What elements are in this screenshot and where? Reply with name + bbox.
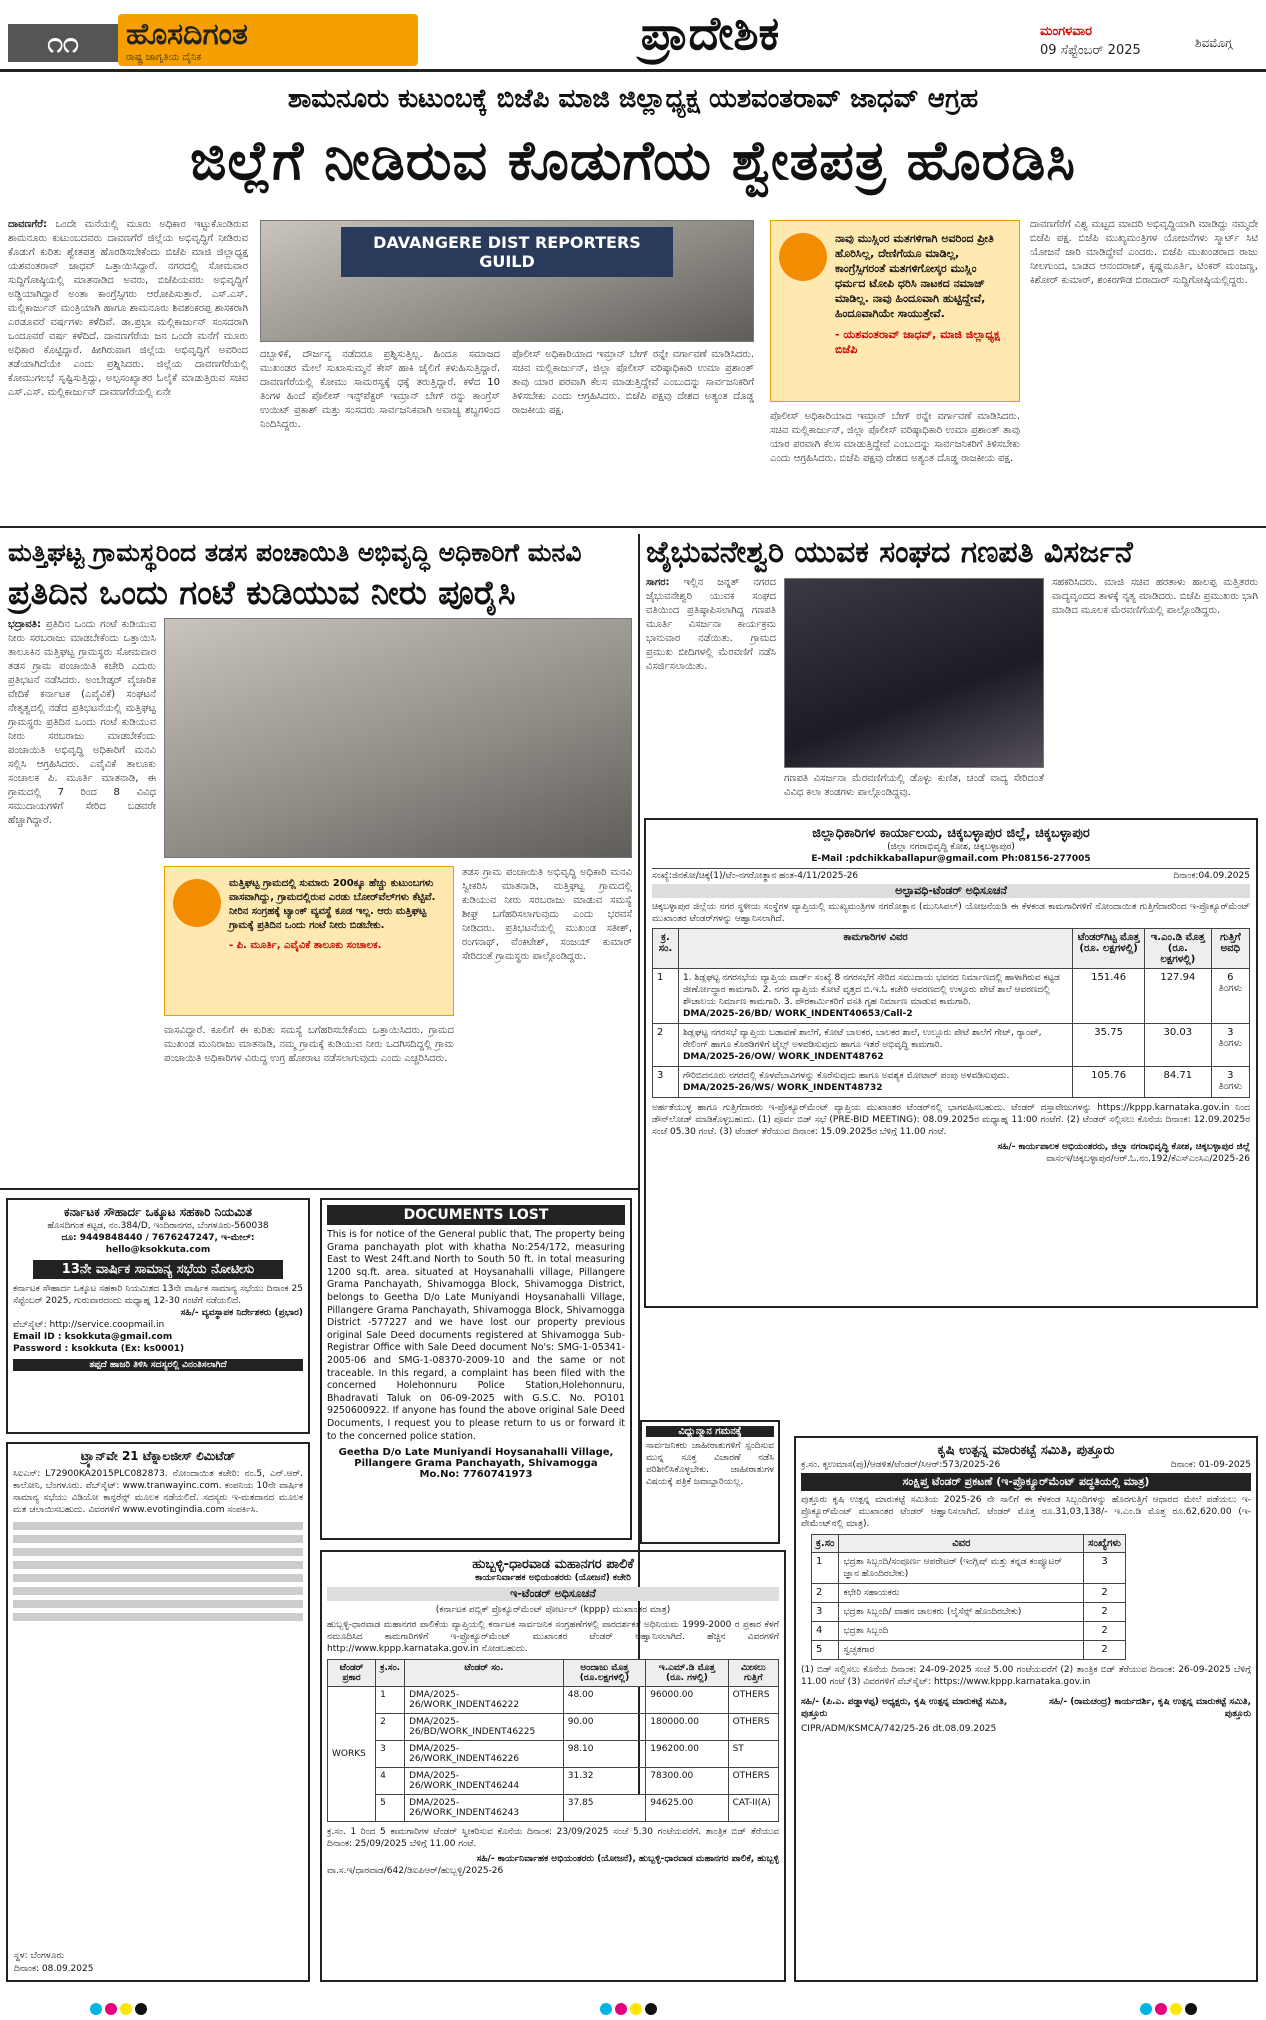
cell-no: 2 (653, 1024, 679, 1067)
water-column-1 (8, 618, 156, 1178)
work-code: DMA/2025-26/BD/ WORK_INDENT40653/Call-2 (682, 1009, 913, 1019)
hdmc-body: ಹುಬ್ಬಳ್ಳಿ-ಧಾರವಾಡ ಮಹಾನಗರ ಪಾಲಿಕೆಯ ವ್ಯಾಪ್ತಿಯಲ್ಲಿ ಕರ್ನಾಟಕ ಸಾರ್ವಜನಿಕ ಸಂಗ್ರಹಣೆಗಳಲ್ಲಿ ಪಾರದರ್ಶಕತೆ ಅಧಿನಿಯಮ 1999-2000 ರ ಪ್ರಕಾರ ಕೆಳಗೆ ನಮೂದಿಸಿದ ಕಾಮಗಾರಿಗಳಿಗೆ ಇ-ಪ್ರೊಕ್ಯೂರ್‌ಮೆಂಟ್ ಮುಖಾಂತರ ಟೆಂಡರ್ ಆಹ್ವಾನಿಸಲಾಗಿದೆ. ಹೆಚ್ಚಿನ ವಿವರಗಳಿಗೆ http://www.kppp.karnataka.gov.in ನೋಡಬಹುದು. (327, 1620, 779, 1654)
table-row (812, 1641, 1126, 1660)
cell-desc: ಭದ್ರತಾ ಸಿಬ್ಬಂದಿ (839, 1622, 1084, 1641)
tender1-ref: ಸಂಖ್ಯೆ:ಜಿನಕೋ/ಚಿಕ್ಕ(1)/ಟೆಂ-ನಗರೋತ್ಥಾನ ಹಂತ-4/11/2025-26 (652, 871, 859, 881)
caution-body: ಸಾರ್ವಜನಿಕರು ಜಾಹೀರಾತುಗಳಿಗೆ ಸ್ಪಂದಿಸುವ ಮುನ್ನ ಸೂಕ್ತ ವಿಚಾರಣೆ ನಡೆಸಿ ಪರಿಶೀಲಿಸಿಕೊಳ್ಳಬೇಕು. ಜಾಹೀರಾತುಗಳ ವಿಷಯಕ್ಕೆ ಪತ್ರಿಕೆ ಜವಾಬ್ದಾರಿಯಲ್ಲ. (646, 1441, 774, 1487)
hdmc-header: ಇ.ಎಮ್.ಡಿ ಮೊತ್ತ (ರೂ. ಗಳಲ್ಲಿ) (646, 1660, 728, 1687)
cell-type: WORKS (328, 1687, 376, 1822)
quote-mark-icon (779, 233, 827, 281)
hdmc-ref: ವಾ.ಸ.ಇ/ಧಾರವಾಡ/642/ಡಿಐಪಿಆರ್/ಹುಬ್ಬಳ್ಳಿ/2025-26 (327, 1866, 504, 1876)
hdmc-tender-notice (320, 1550, 786, 1982)
cell-desc: ಭದ್ರತಾ ಸಿಬ್ಬಂದಿ/ ವಾಹನ ಚಾಲಕರು (ಲೈಸೆನ್ಸ್ ಹೊಂದಿರಬೇಕು) (839, 1603, 1084, 1622)
weekday: ಮಂಗಳವಾರ (1040, 24, 1093, 39)
cell-id: DMA/2025-26/WORK_INDENT46222 (405, 1687, 564, 1714)
sauharda-phone: ದೂ: 9449848440 / 7676247247, ಇ-ಮೇಲ್: hello@ksokkuta.com (61, 1233, 255, 1255)
ganapati-column-2: ಗಣಪತಿ ವಿಸರ್ಜನಾ ಮೆರವಣಿಗೆಯಲ್ಲಿ ಡೊಳ್ಳು ಕುಣಿತ, ಚಂಡೆ ವಾದ್ಯ ಸೇರಿದಂತೆ ವಿವಿಧ ಕಲಾ ತಂಡಗಳು ಪಾಲ್ಗೊಂಡಿದ್ದವು. (784, 773, 1044, 798)
puttur-header: ಕ್ರ.ಸಂ (812, 1535, 839, 1553)
tranway-place: ಸ್ಥಳ: ಬೆಂಗಳೂರು (14, 1951, 65, 1961)
cell-no: 1 (376, 1687, 405, 1714)
cell-id: DMA/2025-26/BD/WORK_INDENT46225 (405, 1714, 564, 1741)
black-dot (1185, 2003, 1197, 2015)
lead-quote-attribution: - ಯಶವಂತರಾವ್ ಜಾಧವ್, ಮಾಜಿ ಜಿಲ್ಲಾಧ್ಯಕ್ಷ ಬಿಜೆಪಿ (835, 328, 1001, 356)
photo-banner: DAVANGERE DIST REPORTERS GUILD (341, 227, 673, 277)
cell-count: 3 (1084, 1553, 1126, 1584)
table-row (328, 1768, 779, 1795)
cell-est: 48.00 (563, 1687, 646, 1714)
yellow-dot (120, 2003, 132, 2015)
ganapati-headline: ಜೈಭುವನೇಶ್ವರಿ ಯುವಕ ಸಂಘದ ಗಣಪತಿ ವಿಸರ್ಜನೆ (646, 535, 1133, 570)
puttur-footer: (1) ಬಿಡ್ ಸಲ್ಲಿಸಲು ಕೊನೆಯ ದಿನಾಂಕ: 24-09-2025 ಸಂಜೆ 5.00 ಗಂಟೆಯವರೆಗೆ (2) ತಾಂತ್ರಿಕ ಬಿಡ್ ತೆರೆಯುವ ದಿನಾಂಕ: 26-09-2025 ಬೆಳಿಗ್ಗೆ 11.00 ಗಂಟೆ (3) ವಿವರಗಳಿಗೆ ವೆಬ್‌ಸೈಟ್: https://www.kppp.karnataka.gov.in (801, 1665, 1251, 1687)
cyan-dot (600, 2003, 612, 2015)
cell-res: OTHERS (728, 1768, 778, 1795)
table-row (653, 1024, 1250, 1067)
lead-column-2: ದಬ್ಬಾಳಿಕೆ, ದೌರ್ಜನ್ಯ ನಡೆದರೂ ಪ್ರಶ್ನಿಸುತ್ತಿಲ್ಲ. ಹಿಂದೂ ಸಮಾಜದ ಮುಖಂಡರ ಮೇಲೆ ಸುಖಾಸುಮ್ಮನೆ ಕೇಸ್ ಹಾಕಿ ಜೈಲಿಗೆ ಕಳುಹಿಸುತ್ತಿದ್ದಾರೆ. ದಾವಣಗೆರೆಯಲ್ಲಿ ಕೋಮು ಸಾಮರಸ್ಯಕ್ಕೆ ಧಕ್ಕೆ ತರುತ್ತಿದ್ದಾರೆ. ಕಳೆದ 10 ತಿಂಗಳ ಹಿಂದೆ ಪೊಲೀಸ್ ಇನ್ಸ್‌ಪೆಕ್ಟರ್ ಇಮ್ರಾನ್ ಬೇಗ್ ರನ್ನು ಕಾಂಗ್ರೆಸ್ ಉಯಿಟ್ ಪ್ರಕಾಶ್ ಮತ್ತು ಸಂಸದರು ಸಾರ್ವಜನಿಕವಾಗಿ ಅವಾಚ್ಯ ಶಬ್ದಗಳಿಂದ ನಿಂದಿಸಿದ್ದರು. (260, 349, 500, 430)
cell-period: 3 ತಿಂಗಳು (1211, 1024, 1249, 1067)
cell-amount: 35.75 (1073, 1024, 1145, 1067)
puttur-notice: ಸಂಕ್ಷಿಪ್ತ ಟೆಂಡರ್ ಪ್ರಕಟಣೆ (ಇ-ಪ್ರೊಕ್ಯೂರ್‌ಮೆಂಟ್ ಪದ್ಧತಿಯಲ್ಲಿ ಮಾತ್ರ) (801, 1473, 1251, 1491)
registration-marks (1140, 2000, 1200, 2014)
cell-emd: 196200.00 (646, 1741, 728, 1768)
fine-print-line (13, 1548, 303, 1556)
cell-est: 37.85 (563, 1795, 646, 1822)
water-column-2: ವಾಸವಿದ್ದಾರೆ. ಕೂಲಿಗೆ ಈ ಕುರಿತು ಸಮಸ್ಯೆ ಬಗೆಹರಿಸಬೇಕೆಂದು ಒತ್ತಾಯಿಸಿದರು. ಗ್ರಾಮದ ಮುಖಂಡ ಮುನಿರಾಜು ಮಾತನಾಡಿ, ನಮ್ಮ ಗ್ರಾಮಕ್ಕೆ ಕುಡಿಯುವ ನೀರು ಒದಗಿಸದಿದ್ದಲ್ಲಿ ಗ್ರಾಮ ಪಂಚಾಯಿತಿ ಅಧಿಕಾರಿಗಳ ವಿರುದ್ಧ ಉಗ್ರ ಹೋರಾಟ ನಡೆಸಲಾಗುವುದು ಎಂದು ಎಚ್ಚರಿಸಿದರು. (164, 1025, 454, 1064)
magenta-dot (1155, 2003, 1167, 2015)
cell-desc (678, 1024, 1072, 1067)
cell-count: 2 (1084, 1641, 1126, 1660)
hdmc-sub: ಕಾರ್ಯನಿರ್ವಾಹಕ ಅಭಿಯಂತರರು (ಯೋಜನೆ) ಕಚೇರಿ (475, 1573, 631, 1583)
reader-caution-notice (640, 1420, 780, 1544)
tender1-sign: ಸಹಿ/- ಕಾರ್ಯಪಾಲಕ ಅಭಿಯಂತರರು, ಜಿಲ್ಲಾ ನಗರಾಭಿವೃದ್ಧಿ ಕೋಶ, ಚಿಕ್ಕಬಳ್ಳಾಪುರ ಜಿಲ್ಲೆ (997, 1142, 1250, 1152)
lead-pull-quote (770, 220, 1020, 402)
cell-res: OTHERS (728, 1714, 778, 1741)
puttur-sign-right: ಸಹಿ/- (ರಾಮಚಂದ್ರ) ಕಾರ್ಯದರ್ಶಿ, ಕೃಷಿ ಉತ್ಪನ್ನ ಮಾರುಕಟ್ಟೆ ಸಮಿತಿ, ಪುತ್ತೂರು (1049, 1697, 1251, 1719)
lost-title: DOCUMENTS LOST (327, 1205, 625, 1225)
cell-emd: 84.71 (1144, 1067, 1211, 1098)
cell-count: 2 (1084, 1622, 1126, 1641)
lead-quote-text: ನಾವು ಮುಸ್ಲಿಂರ ಮತಗಳಿಗಾಗಿ ಅವರಿಂದ ಪ್ರೀತಿ ಹೊರಿಸಿಲ್ಲ, ದೇಣಿಗೆಯೂ ಮಾಡಿಲ್ಲ, ಕಾಂಗ್ರೆಸ್ಸಿಗರಂತೆ ಮತಗಳಿಗೋಸ್ಕರ ಮುಸ್ಲಿಂ ಧರ್ಮದ ಟೋಪಿ ಧರಿಸಿ ನಾಟಕದ ನಮಾಜ್ ಮಾಡಿಲ್ಲ. ನಾವು ಹಿಂದೂವಾಗಿ ಹುಟ್ಟಿದ್ದೇವೆ, ಹಿಂದೂವಾಗಿಯೇ ಸಾಯುತ್ತೇವೆ. (835, 232, 994, 320)
masthead (0, 0, 1266, 72)
cell-res: CAT-II(A) (728, 1795, 778, 1822)
cell-id: DMA/2025-26/WORK_INDENT46243 (405, 1795, 564, 1822)
ganapati-column-1 (646, 576, 776, 786)
sauharda-email: Email ID : ksokkuta@gmail.com (13, 1332, 173, 1342)
work-desc: ಶಿಡ್ಲಘಟ್ಟ ನಗರಸಭೆ ವ್ಯಾಪ್ತಿಯ ಬಡಾವಣೆ ಶಾಲೆಗೆ, ಕೋಟೆ ಬಾಲಕರ, ಬಾಲಕರ ಶಾಲೆ, ಉಲ್ಲೂರು ಪೇಟೆ ಶಾಲೆಗೆ ಗೇಟ್, ರ್‍ಯಾಂಪ್, ರೇಲಿಂಗ್ ಹಾಗೂ ಕೊಠಡಿಗಳಿಗೆ ಟೈಲ್ಸ್ ಅಳವಡಿಸುವುದು ಹಾಗೂ ಇತರೆ ಅಭಿವೃದ್ಧಿ ಕಾಮಗಾರಿ. (682, 1028, 1042, 1050)
cell-res: ST (728, 1741, 778, 1768)
tender1-footer: ಅರ್ಹತೆಯುಳ್ಳ ಹಾಗೂ ಗುತ್ತಿಗೆದಾರರು ಇ-ಪ್ರೊಕ್ಯೂರ್‌ಮೆಂಟ್ ವ್ಯಾಪ್ತಿಯ ಮುಖಾಂತರ ಟೆಂಡರ್‌ನಲ್ಲಿ ಭಾಗವಹಿಸಬಹುದು. ಟೆಂಡರ್ ದಸ್ತಾವೇಜುಗಳನ್ನು https://kppp.karnataka.gov.in ನಿಂದ ಡೌನ್‌ಲೋಡ್ ಮಾಡಿಕೊಳ್ಳಬಹುದು. (1) ಪೂರ್ವ ಬಿಡ್ ಸಭೆ (PRE-BID MEETING): 08.09.2025ರ ಮಧ್ಯಾಹ್ನ 11:00 ಗಂಟೆಗೆ. (2) ಟೆಂಡರ್ ಸಲ್ಲಿಸಲು ಕೊನೆಯ ದಿನಾಂಕ: 12.09.2025ರ ಸಂಜೆ 05.30 ಗಂಟೆ. (3) ಟೆಂಡರ್ ತೆರೆಯುವ ದಿನಾಂಕ: 15.09.2025ರ ಬೆಳಿಗ್ಗೆ 11.00 ಗಂಟೆ. (652, 1103, 1250, 1137)
sauharda-notice (6, 1198, 310, 1434)
tender1-table (652, 928, 1250, 1098)
cell-est: 90.00 (563, 1714, 646, 1741)
water-dateline: ಭದ್ರಾವತಿ: (8, 619, 41, 630)
tender1-header: ಟೆಂಡರ್‌ಗಿಟ್ಟ ಮೊತ್ತ (ರೂ. ಲಕ್ಷಗಳಲ್ಲಿ) (1073, 929, 1145, 969)
puttur-sign-left: ಸಹಿ/- (ಪಿ.ಎ. ಪಡ್ಡಾಳಪ್ಪ) ಅಧ್ಯಕ್ಷರು, ಕೃಷಿ ಉತ್ಪನ್ನ ಮಾರುಕಟ್ಟೆ ಸಮಿತಿ, ಪುತ್ತೂರು (801, 1697, 1008, 1719)
work-desc: 1. ಶಿಡ್ಲಘಟ್ಟ ನಗರಸಭೆಯ ವ್ಯಾಪ್ತಿಯ ವಾರ್ಡ್ ಸಂಖ್ಯೆ 8 ನಗರಸಭೆಗೆ ಸೇರಿದ ಸಮುದಾಯ ಭವನದ ನಿರ್ಮಾಣದಲ್ಲಿ ಹಾಳಾಗಿರುವ ಕಟ್ಟಡ ಜೀರ್ಣೋದ್ಧಾರ ಕಾಮಗಾರಿ. 2. ನಗರ ವ್ಯಾಪ್ತಿಯ ಕೋಟೆ ವೃತ್ತದ ಬಿ.ಇ.ಓ ಕಚೇರಿ ಆವರಣದಲ್ಲಿ ಉಳ್ಳೂರು ಪೇಟೆ ಶಾಲೆ ಆವರಣದಲ್ಲಿ ಶೌಚಾಲಯ ನಿರ್ಮಾಣ ಕಾಮಗಾರಿ. 3. ಪೌರಕಾರ್ಮಿಕರಿಗೆ ವಸತಿ ಗೃಹ ನಿರ್ಮಾಣ ಮಾಡುವ ಕಾಮಗಾರಿ. (682, 973, 1060, 1007)
lead-photo (260, 220, 754, 342)
tender1-date: ದಿನಾಂಕ:04.09.2025 (1173, 871, 1250, 881)
fine-print-line (13, 1522, 303, 1530)
lead-column-4a: ಪೊಲೀಸ್ ಅಧಿಕಾರಿಯಾದ ಇಮ್ರಾನ್ ಬೇಗ್ ರನ್ನೇ ವರ್ಗಾವಣೆ ಮಾಡಿಸಿದರು. ಸಚಿವ ಮಲ್ಲಿಕಾರ್ಜುನ್, ಜಿಲ್ಲಾ ಪೊಲೀಸ್ ವರಿಷ್ಠಾಧಿಕಾರಿ ಉಮಾ ಪ್ರಶಾಂತ್ ತಾವು ಯಾರ ಪರವಾಗಿ ಕೆಲಸ ಮಾಡುತ್ತಿದ್ದೇವೆ ಎಂಬುದನ್ನು ಸಾರ್ವಜನಿಕರಿಗೆ ತಿಳಿಸಬೇಕು ಎಂದು ಆಗ್ರಹಿಸಿದರು. ಬಿಜೆಪಿ ಪಕ್ಷವು ದೇಶದ ಅತ್ಯಂತ ದೊಡ್ಡ ರಾಜಕೀಯ ಪಕ್ಷ. (770, 411, 1020, 464)
table-row (812, 1622, 1126, 1641)
date-block (1040, 24, 1190, 58)
fine-print-line (13, 1587, 303, 1595)
puttur-header: ವಿವರ (839, 1535, 1084, 1553)
water-quote-text: ಮತ್ತಿಘಟ್ಟ ಗ್ರಾಮದಲ್ಲಿ ಸುಮಾರು 200ಕ್ಕೂ ಹೆಚ್ಚು ಕುಟುಂಬಗಳು ವಾಸವಾಗಿದ್ದು, ಗ್ರಾಮದಲ್ಲಿರುವ ಎರಡು ಬೋರ್‌ವೆಲ್‌ಗಳು ಕೆಟ್ಟಿವೆ. ನೀರಿನ ಸಂಗ್ರಹಕ್ಕೆ ಟ್ಯಾಂಕ್ ವ್ಯವಸ್ಥೆ ಕೂಡ ಇಲ್ಲ. ಆರು ಮತ್ತಿಘಟ್ಟ ಗ್ರಾಮಕ್ಕೆ ಪ್ರತಿದಿನ ಒಂದು ಗಂಟೆ ನೀರು ಬಿಡಬೇಕು. (229, 878, 436, 931)
work-code: DMA/2025-26/OW/ WORK_INDENT48762 (682, 1052, 884, 1062)
cell-emd: 78300.00 (646, 1768, 728, 1795)
table-row (812, 1553, 1126, 1584)
puttur-header: ಸಂಖ್ಯೆಗಳು (1084, 1535, 1126, 1553)
hdmc-header: ಮೀಸಲು ಗುತ್ತಿಗೆ (728, 1660, 778, 1687)
puttur-title: ಕೃಷಿ ಉತ್ಪನ್ನ ಮಾರುಕಟ್ಟೆ ಸಮಿತಿ, ಪುತ್ತೂರು (937, 1443, 1115, 1458)
work-code: DMA/2025-26/WS/ WORK_INDENT48732 (682, 1083, 883, 1093)
cell-est: 31.32 (563, 1768, 646, 1795)
cell-no: 5 (376, 1795, 405, 1822)
divider (0, 526, 1266, 528)
fine-print-line (13, 1600, 303, 1608)
tender1-vaarta: ವಾಸಂಇ/ಚಿಕ್ಕಬಳ್ಳಾಪುರ/ಆರ್.ಓ.ನಂ.192/ಕೆಎಸ್‌ಎಂಸಿಎ/2025-26 (1046, 1154, 1250, 1164)
cyan-dot (1140, 2003, 1152, 2015)
paper-tagline: ರಾಷ್ಟ್ರ ಜಾಗೃತಿಯ ದೈನಿಕ (126, 52, 202, 63)
table-row (812, 1584, 1126, 1603)
tranway-body: ಸಿಐಎನ್: L72900KA2015PLC082873. ನೋಂದಾಯಿತ ಕಚೇರಿ: ನಂ.5, ಎನ್.ಆರ್. ಕಾಲೋನಿ, ಬೆಂಗಳೂರು. ವೆಬ್‌ಸೈಟ್: www.tranwayinc.com. ಕಂಪನಿಯ 10ನೇ ವಾರ್ಷಿಕ ಸಾಮಾನ್ಯ ಸಭೆಯು ವಿಡಿಯೋ ಕಾನ್ಫರೆನ್ಸ್ ಮೂಲಕ ನಡೆಯಲಿದೆ. ಸದಸ್ಯರು ಇ-ಮತದಾನದ ಮೂಲಕ ಮತ ಚಲಾಯಿಸಬಹುದು. ವಿವರಗಳಿಗೆ www.evotingindia.com ಸಂಪರ್ಕಿಸಿ. (13, 1469, 303, 1515)
cyan-dot (90, 2003, 102, 2015)
tender1-title: ಅಲ್ಪಾವಧಿ-ಟೆಂಡರ್ ಅಧಿಸೂಚನೆ (652, 884, 1250, 898)
sauharda-password: Password : ksokkuta (Ex: ks0001) (13, 1344, 185, 1354)
caution-title: ವಿಧ್ಯುನ್ಮಾನ ಗಮನಕ್ಕೆ (646, 1426, 774, 1437)
sauharda-sign: ಸಹಿ/- ವ್ಯವಸ್ಥಾಪಕ ನಿರ್ದೇಶಕರು (ಪ್ರಭಾರ) (180, 1308, 303, 1318)
divider (0, 1188, 638, 1190)
magenta-dot (105, 2003, 117, 2015)
cell-no: 3 (812, 1603, 839, 1622)
lost-sign: Geetha D/o Late Muniyandi Hoysanahalli Village, Pillangere Grama Panchayath, Shivamogga (338, 1447, 614, 1470)
cell-count: 2 (1084, 1603, 1126, 1622)
yellow-dot (630, 2003, 642, 2015)
cell-res: OTHERS (728, 1687, 778, 1714)
quote-mark-icon (173, 879, 221, 927)
cell-no: 2 (376, 1714, 405, 1741)
cell-no: 3 (376, 1741, 405, 1768)
cell-no: 3 (653, 1067, 679, 1098)
cell-desc: ಭದ್ರತಾ ಸಿಬ್ಬಂದಿ/ಸಂಪೂರ್ಣ ಆಪರೇಟರ್ (ಇಂಗ್ಲಿಷ್ ಮತ್ತು ಕನ್ನಡ ಕಂಪ್ಯೂಟರ್ ಜ್ಞಾನ ಹೊಂದಿರಬೇಕು) (839, 1553, 1084, 1584)
black-dot (645, 2003, 657, 2015)
chikkaballapur-tender-notice (644, 818, 1258, 1308)
lead-kicker: ಶಾಮನೂರು ಕುಟುಂಬಕ್ಕೆ ಬಿಜೆಪಿ ಮಾಜಿ ಜಿಲ್ಲಾಧ್ಯಕ್ಷ ಯಶವಂತರಾವ್ ಜಾಧವ್ ಆಗ್ರಹ (287, 84, 979, 114)
puttur-apmc-tender-notice (794, 1436, 1258, 1982)
cell-no: 4 (812, 1622, 839, 1641)
ganapati-col1-text: ಇಲ್ಲಿನ ಜನ್ನತ್ ನಗರದ ಜೈಭುವನೇಶ್ವರಿ ಯುವಕ ಸಂಘದ ವತಿಯಿಂದ ಪ್ರತಿಷ್ಠಾಪಿಸಲಾಗಿದ್ದ ಗಣಪತಿ ಮೂರ್ತಿ ವಿಸರ್ಜನಾ ಕಾರ್ಯಕ್ರಮ ಭಾನುವಾರ ನಡೆಯಿತು. ಗ್ರಾಮದ ಪ್ರಮುಖ ಬೀದಿಗಳಲ್ಲಿ ಮೆರವಣಿಗೆ ನಡೆಸಿ ವಿಸರ್ಜಿಸಲಾಯಿತು. (646, 577, 776, 672)
magenta-dot (615, 2003, 627, 2015)
documents-lost-notice (320, 1198, 632, 1540)
edition-city: ಶಿವಮೊಗ್ಗ (1195, 36, 1233, 50)
hdmc-footer: ಕ್ರ.ಸಂ. 1 ರಿಂದ 5 ಕಾಮಗಾರಿಗಳ ಟೆಂಡರ್ ಸ್ವೀಕರಿಸುವ ಕೊನೆಯ ದಿನಾಂಕ: 23/09/2025 ಸಂಜೆ 5.30 ಗಂಟೆಯವರೆಗೆ. ತಾಂತ್ರಿಕ ಬಿಡ್ ತೆರೆಯುವ ದಿನಾಂಕ: 25/09/2025 ಬೆಳಿಗ್ಗೆ 11.00 ಗಂಟೆ. (327, 1827, 779, 1849)
cell-period: 6 ತಿಂಗಳು (1211, 969, 1249, 1024)
cell-emd: 96000.00 (646, 1687, 728, 1714)
page-number: ೧೧ (8, 24, 118, 62)
lead-dateline: ದಾವಣಗೆರೆ: (8, 219, 47, 230)
fine-print-line (13, 1574, 303, 1582)
lead-column-3: ಪೊಲೀಸ್ ಅಧಿಕಾರಿಯಾದ ಇಮ್ರಾನ್ ಬೇಗ್ ರನ್ನೇ ವರ್ಗಾವಣೆ ಮಾಡಿಸಿದರು. ಸಚಿವ ಮಲ್ಲಿಕಾರ್ಜುನ್, ಜಿಲ್ಲಾ ಪೊಲೀಸ್ ವರಿಷ್ಠಾಧಿಕಾರಿ ಉಮಾ ಪ್ರಶಾಂತ್ ತಾವು ಯಾರ ಪರವಾಗಿ ಕೆಲಸ ಮಾಡುತ್ತಿದ್ದೇವೆ ಎಂಬುದನ್ನು ಸಾರ್ವಜನಿಕರಿಗೆ ತಿಳಿಸಬೇಕು ಎಂದು ಆಗ್ರಹಿಸಿದರು. ಬಿಜೆಪಿ ಪಕ್ಷವು ದೇಶದ ಅತ್ಯಂತ ದೊಡ್ಡ ರಾಜಕೀಯ ಪಕ್ಷ. (512, 349, 754, 416)
sauharda-web: ವೆಬ್‌ಸೈಟ್: http://service.coopmail.in (13, 1320, 165, 1330)
cell-no: 5 (812, 1641, 839, 1660)
tender1-header: ಕ್ರ. ಸಂ. (653, 929, 679, 969)
puttur-ref2: CIPR/ADM/KSMCA/742/25-26 dt.08.09.2025 (801, 1724, 997, 1734)
tender1-intro: ಚಿಕ್ಕಬಳ್ಳಾಪುರ ಜಿಲ್ಲೆಯ ನಗರ ಸ್ಥಳೀಯ ಸಂಸ್ಥೆಗಳ ವ್ಯಾಪ್ತಿಯಲ್ಲಿ ಮುಖ್ಯಮಂತ್ರಿಗಳ ನಗರೋತ್ಥಾನ (ಮುನಿಸಿಪಲ್) ಯೋಜನೆಯಡಿ ಈ ಕೆಳಕಂಡ ಕಾಮಗಾರಿಗಳಿಗೆ ನೋಂದಾಯಿತ ಗುತ್ತಿಗೆದಾರರಿಂದ ಇ-ಪ್ರೊಕ್ಯೂರ್‌ಮೆಂಟ್ ಮುಖಾಂತರ ಟೆಂಡರ್‌ಗಳನ್ನು ಆಹ್ವಾನಿಸಲಾಗಿದೆ. (652, 902, 1250, 924)
tender1-email: E-Mail :pdchikkaballapur@gmail.com Ph:08156-277005 (811, 854, 1091, 864)
work-desc: ಗೌರಿಬಿದನೂರು ನಗರದಲ್ಲಿ ಕೊಳವೆಬಾವಿಗಳನ್ನು ಕೊರೆಸುವುದು ಹಾಗೂ ಅವಶ್ಯಕ ಮೋಟಾರ್ ಪಂಪು ಅಳವಡಿಸುವುದು. (682, 1071, 1010, 1081)
hdmc-header: ಅಂದಾಜು ಮೊತ್ತ (ರೂ.ಲಕ್ಷಗಳಲ್ಲಿ) (563, 1660, 646, 1687)
water-pull-quote (164, 866, 454, 1016)
tender1-header: ಗುತ್ತಿಗೆ ಅವಧಿ (1211, 929, 1249, 969)
table-row (653, 1067, 1250, 1098)
table-row (653, 969, 1250, 1024)
table-row (812, 1603, 1126, 1622)
tender1-header: ಕಾಮಗಾರಿಗಳ ವಿವರ (678, 929, 1072, 969)
lead-column-4: ದಾವಣಗೆರೆಗೆ ವಿಶ್ವ ಮಟ್ಟದ ಮಾದರಿ ಅಭಿವೃದ್ಧಿಯಾಗಿ ಮಾಡಿದ್ದು ನಮ್ಮದೇ ಬಿಜೆಪಿ ಪಕ್ಷ. ಬಿಜೆಪಿ ಮುಖ್ಯಮಂತ್ರಿಗಳ ಯೋಜನೆಗಳು ಸ್ಮಾರ್ಟ್ ಸಿಟಿ ಯೋಜನೆ ಜಾರಿ ಮಾಡಿದ್ದೇವೆ ಎಂದರು. ಬಿಜೆಪಿ ಮುಖಂಡರಾದ ರಾಜು ನೀಲಗುಂದ, ಬಾಡದ ಆನಂದರಾಜ್, ಕೃಷ್ಣಮೂರ್ತಿ, ಟಿಂಕರ್ ಮಂಜಣ್ಣ, ಕಿಶೋರ್ ಕುಮಾರ್, ಶಂಕರಗೌಡ ಬಿರಾದಾರ್ ಸುದ್ದಿಗೋಷ್ಠಿಯಲ್ಲಿದ್ದರು. (1030, 219, 1258, 286)
hdmc-title: ಹುಬ್ಬಳ್ಳಿ-ಧಾರವಾಡ ಮಹಾನಗರ ಪಾಲಿಕೆ (472, 1557, 634, 1572)
paper-logo (118, 14, 418, 66)
cell-desc (678, 1067, 1072, 1098)
cell-no: 1 (812, 1553, 839, 1584)
cell-amount: 105.76 (1073, 1067, 1145, 1098)
table-row (328, 1687, 779, 1714)
tender1-header: ಇ.ಎಂ.ಡಿ ಮೊತ್ತ (ರೂ. ಲಕ್ಷಗಳಲ್ಲಿ) (1144, 929, 1211, 969)
hdmc-header: ಟೆಂಡರ್ ಪ್ರಕಾರ (328, 1660, 376, 1687)
tender1-sub: (ಜಿಲ್ಲಾ ನಗರಾಭಿವೃದ್ಧಿ ಕೋಶ, ಚಿಕ್ಕಬಳ್ಳಾಪುರ) (887, 842, 1015, 852)
cell-count: 2 (1084, 1584, 1126, 1603)
sauharda-address: ಹೊಸದಿಗಂತ ಕಟ್ಟಡ, ನಂ.384/D, ಇಂದಿರಾನಗರ, ಬೆಂಗಳೂರು-560038 (47, 1221, 269, 1231)
registration-marks (90, 2000, 150, 2014)
hdmc-portal: (ಕರ್ನಾಟಕ ಪಬ್ಲಿಕ್ ಪ್ರೊಕ್ಯೂರ್‌ಮೆಂಟ್ ಪೋರ್ಟಲ್ (kppp) ಮುಖಾಂತರ ಮಾತ್ರ) (435, 1605, 671, 1615)
cell-no: 4 (376, 1768, 405, 1795)
table-row (328, 1741, 779, 1768)
water-photo (164, 618, 632, 858)
section-title: ಪ್ರಾದೇಶಿಕ (640, 6, 780, 60)
hdmc-table (327, 1659, 779, 1822)
cell-emd: 30.03 (1144, 1024, 1211, 1067)
tender1-office: ಜಿಲ್ಲಾಧಿಕಾರಿಗಳ ಕಾರ್ಯಾಲಯ, ಚಿಕ್ಕಬಳ್ಳಾಪುರ ಜಿಲ್ಲೆ, ಚಿಕ್ಕಬಳ್ಳಾಪುರ (812, 826, 1090, 841)
fine-print-line (13, 1535, 303, 1543)
lead-column-1 (8, 218, 248, 518)
tranway-notice (6, 1442, 310, 1982)
water-headline-2: ಪ್ರತಿದಿನ ಒಂದು ಗಂಟೆ ಕುಡಿಯುವ ನೀರು ಪೂರೈಸಿ (8, 573, 516, 612)
hdmc-notice: ಇ-ಟೆಂಡರ್ ಅಧಿಸೂಚನೆ (327, 1587, 779, 1601)
fine-print-line (13, 1561, 303, 1569)
yellow-dot (1170, 2003, 1182, 2015)
cell-desc: ಕಛೇರಿ ಸಹಾಯಕರು (839, 1584, 1084, 1603)
table-row (328, 1795, 779, 1822)
puttur-date: ದಿನಾಂಕ: 01-09-2025 (1170, 1460, 1251, 1470)
tranway-name: ಟ್ರ್ಯಾನ್‌ವೇ 21 ಟೆಕ್ನಾಲಜೀಸ್ ಲಿಮಿಟೆಡ್ (80, 1449, 236, 1463)
sauharda-notice-title: 13ನೇ ವಾರ್ಷಿಕ ಸಾಮಾನ್ಯ ಸಭೆಯ ನೋಟೀಸು (33, 1260, 283, 1279)
water-quote-attribution: - ಪಿ. ಮೂರ್ತಿ, ಎವೈವಿಕೆ ತಾಲೂಕು ಸಂಚಾಲಕ. (229, 940, 382, 951)
puttur-ref: ಕ್ರ.ಸಂ. ಕೃಉಮಾಸ(ಪು)/ಆಡಳಿತ/ಟೆಂಡರ್/ಸಿಆರ್:573/2025-26 (801, 1460, 1001, 1470)
water-headline-1: ಮತ್ತಿಘಟ್ಟ ಗ್ರಾಮಸ್ಥರಿಂದ ತಡಸ ಪಂಚಾಯಿತಿ ಅಭಿವೃದ್ಧಿ ಅಧಿಕಾರಿಗೆ ಮನವಿ (8, 538, 582, 567)
table-row (328, 1714, 779, 1741)
registration-marks (600, 2000, 660, 2014)
sauharda-title: ಕರ್ನಾಟಕ ಸೌಹಾರ್ದ ಒಕ್ಕೂಟ ಸಹಕಾರಿ ನಿಯಮಿತ (64, 1205, 252, 1219)
black-dot (135, 2003, 147, 2015)
cell-emd: 180000.00 (646, 1714, 728, 1741)
cell-no: 1 (653, 969, 679, 1024)
puttur-body: ಪುತ್ತೂರು ಕೃಷಿ ಉತ್ಪನ್ನ ಮಾರುಕಟ್ಟೆ ಸಮಿತಿಯ 2025-26 ನೇ ಸಾಲಿಗೆ ಈ ಕೆಳಕಂಡ ಸಿಬ್ಬಂದಿಗಳನ್ನು ಹೊರಗುತ್ತಿಗೆ ಆಧಾರದ ಮೇಲೆ ಪಡೆಯಲು ಇ-ಪ್ರೊಕ್ಯೂರ್‌ಮೆಂಟ್ ಮುಖಾಂತರ ಟೆಂಡರ್ ಆಹ್ವಾನಿಸಲಾಗಿದೆ. ಟೆಂಡರ್ ಮೊತ್ತ ರೂ.31,03,138/- ಇ.ಎಂ.ಡಿ ಮೊತ್ತ ರೂ.62,620.00 (ಇ-ಪೇಮೆಂಟ್‌ನಲ್ಲಿ ಮಾತ್ರ). (801, 1495, 1251, 1529)
ganapati-photo (784, 578, 1044, 768)
paper-name: ಹೊಸದಿಗಂತ (126, 17, 248, 52)
sauharda-closing: ತಪ್ಪದೆ ಹಾಜರಿ ತಿಳಿಸಿ ಸದಸ್ಯರಲ್ಲಿ ವಿನಂತಿಸಲಾಗಿದೆ (13, 1359, 303, 1371)
hdmc-header: ಟೆಂಡರ್ ಸಂ. (405, 1660, 564, 1687)
water-col1-text: ಪ್ರತಿದಿನ ಒಂದು ಗಂಟೆ ಕುಡಿಯುವ ನೀರು ಸರಬರಾಜು ಮಾಡಬೇಕೆಂದು ಒತ್ತಾಯಿಸಿ ತಾಲೂಕಿನ ಮತ್ತಿಘಟ್ಟ ಗ್ರಾಮಸ್ಥರು ಸೋಮವಾರ ತಡಸ ಗ್ರಾಮ ಪಂಚಾಯಿತಿ ಕಚೇರಿ ಎದುರು ಪ್ರತಿಭಟನೆ ನಡೆಸಿದರು. ಅಂಬೇಡ್ಕರ್ ವೈಚಾರಿಕ ವೇದಿಕೆ ಕರ್ನಾಟಕ (ಎವೈವಿಕೆ) ಸಂಘಟನೆ ನೇತೃತ್ವದಲ್ಲಿ ನಡೆದ ಪ್ರತಿಭಟನೆಯಲ್ಲಿ ಮತ್ತಿಘಟ್ಟ ಗ್ರಾಮಸ್ಥರು ಪ್ರತಿದಿನ ಒಂದು ಗಂಟೆ ಕುಡಿಯುವ ನೀರು ಸರಬರಾಜು ಮಾಡಬೇಕೆಂದು ಪಂಚಾಯಿತಿ ಅಭಿವೃದ್ಧಿ ಅಧಿಕಾರಿಗೆ ಮನವಿ ಸಲ್ಲಿಸಿ ಆಗ್ರಹಿಸಿದರು. ಎವೈವಿಕೆ ತಾಲೂಕು ಸಂಚಾಲಕ ಪಿ. ಮೂರ್ತಿ ಮಾತನಾಡಿ, ಈ ಗ್ರಾಮದಲ್ಲಿ 7 ರಿಂದ 8 ವಿವಿಧ ಸಮುದಾಯಗಳಿಗೆ ಸೇರಿದ ಬಡವರೇ ಹೆಚ್ಚಾಗಿದ್ದಾರೆ. (8, 619, 156, 826)
cell-emd: 127.94 (1144, 969, 1211, 1024)
ganapati-dateline: ಸಾಗರ: (646, 577, 670, 588)
cell-id: DMA/2025-26/WORK_INDENT46244 (405, 1768, 564, 1795)
water-column-3: ತಡಸ ಗ್ರಾಮ ಪಂಚಾಯಿತಿ ಅಭಿವೃದ್ಧಿ ಅಧಿಕಾರಿ ಮನವಿ ಸ್ವೀಕರಿಸಿ ಮಾತನಾಡಿ, ಮತ್ತಿಘಟ್ಟ ಗ್ರಾಮದಲ್ಲಿ ಕುಡಿಯುವ ನೀರು ಸರಬರಾಜು ಮಾಡುವ ಸಮಸ್ಯೆ ಶೀಘ್ರ ಬಗೆಹರಿಸಲಾಗುವುದು ಎಂದು ಭರವಸೆ ನೀಡಿದರು. ಪ್ರತಿಭಟನೆಯಲ್ಲಿ ಮುಖಂಡ ಸತೀಶ್, ರಂಗನಾಥ್, ವೆಂಕಟೇಶ್, ಸಂಜಯ್ ಕುಮಾರ್ ಸೇರಿದಂತೆ ಗ್ರಾಮಸ್ಥರು ಪಾಲ್ಗೊಂಡಿದ್ದರು. (462, 867, 632, 962)
lost-body: This is for notice of the General public that, The property being Grama panchayath plot with khatha No:254/172, measuring East to West 24ft.and North to South 50 ft. in total measuring 1200 sq.ft. area. situated at Hoysanahalli village, Pillangere Grama Panchayath, Shivamogga Block, Shivamogga District, belongs to Geetha D/o Late Muniyandi Hoysanahalli Village, Pillangere Grama Panchayath, Shivamogga Block, Shivamogga District -577227 and we have lost our property previous original Sale Deed documents registered at Shivamogga Sub-Registrar Office with Sale Deed document No's: SMG-1-05341-2005-06 and SMG-1-08370-2009-10 and the same or not traceable. In this regard, a complaint has been filed with the concerned Holehonnuru Police Station,Holehonnuru, Bhadravati Taluk on 06-09-2025 with G.S.C. No. PO101 9250600922. If anyone has found the above original Sale Deed Documents, I request you to please return to us or forward it to the concerned police station. (327, 1229, 625, 1442)
cell-desc: ಸ್ವಚ್ಛತಗಾರ (839, 1641, 1084, 1660)
cell-emd: 94625.00 (646, 1795, 728, 1822)
fine-print-line (13, 1613, 303, 1621)
puttur-table (811, 1534, 1126, 1660)
tranway-date: ದಿನಾಂಕ: 08.09.2025 (14, 1964, 94, 1974)
lead-col1-text: ಒಂದೇ ಮನೆಯಲ್ಲಿ ಮೂರು ಅಧಿಕಾರ ಇಟ್ಟುಕೊಂಡಿರುವ ಶಾಮನೂರು ಕುಟುಂಬದವರು ದಾವಣಗೆರೆ ಜಿಲ್ಲೆಯ ಅಭಿವೃದ್ಧಿಗೆ ನೀಡಿರುವ ಕೊಡುಗೆ ಕುರಿತು ಶ್ವೇತಪತ್ರ ಹೊರಡಿಸಬೇಕೆಂದು ಬಿಜೆಪಿ ಮಾಜಿ ಜಿಲ್ಲಾಧ್ಯಕ್ಷ ಯಶವಂತರಾವ್ ಜಾಧವ್ ಒತ್ತಾಯಿಸಿದ್ದಾರೆ. ನಗರದಲ್ಲಿ ಸೋಮವಾರ ಸುದ್ದಿಗೋಷ್ಠಿಯಲ್ಲಿ ಮಾತನಾಡಿದ ಅವರು, ಬಿಜೆಪಿಯವರು ಅಭಿವೃದ್ಧಿಗೆ ಅಡ್ಡಿಯಾಗಿದ್ದಾರೆ ಅಂತಾ ಕಾಂಗ್ರೆಸ್ಸಿಗರು ಆರೋಪಿಸುತ್ತಾರೆ. ಎಸ್.ಎಸ್. ಮಲ್ಲಿಕಾರ್ಜುನ್ ಮಂತ್ರಿಯಾಗಿ ಹಾಗೂ ಶಾಮನೂರು ಶಿವಶಂಕರಪ್ಪ ಶಾಸಕರಾಗಿ ಎರಡೂವರೆ ವರ್ಷಗಳು ಕಳೆದಿವೆ. ಡಾ.ಪ್ರಭಾ ಮಲ್ಲಿಕಾರ್ಜುನ್ ಸಂಸದರಾಗಿ ಒಂದೂವರೆ ವರ್ಷ ಕಳೆದಿದೆ. ದಾವಣಗೆರೆಯ ಜನ ಒಂದೇ ಮನೆಗೆ ಮೂರು ಅಧಿಕಾರ ಕೊಟ್ಟಿದ್ದಾರೆ. ಹೀಗಿರುವಾಗ ಜಿಲ್ಲೆಯ ಅಭಿವೃದ್ಧಿಗೆ ಅವರಿಂದ ತಡೆಯಾಗಿದೆಯೇ ಎಂದು ಪ್ರಶ್ನಿಸಿದರು. ಜಿಲ್ಲೆಯ ದಾವಣಗೆರೆಯಲ್ಲಿ ಕೋಮುಗಲಭೆ ಸೃಷ್ಟಿಸುತ್ತಿದ್ದು, ಅಲ್ಪಸಂಖ್ಯಾತರ ಓಲೈಕೆ ಮಾಡುತ್ತಿರುವ ಸಚಿವ ಎಸ್.ಎಸ್. ಮಲ್ಲಿಕಾರ್ಜುನ್ ದಾವಣಗೆರೆಯಲ್ಲಿ ಏನೇ (8, 219, 248, 398)
hdmc-header: ಕ್ರ.ಸಂ. (376, 1660, 405, 1687)
cell-est: 98.10 (563, 1741, 646, 1768)
cell-id: DMA/2025-26/WORK_INDENT46226 (405, 1741, 564, 1768)
cell-no: 2 (812, 1584, 839, 1603)
hdmc-sign: ಸಹಿ/- ಕಾರ್ಯನಿರ್ವಾಹಕ ಅಭಿಯಂತರರು (ಯೋಜನೆ), ಹುಬ್ಬಳ್ಳಿ-ಧಾರವಾಡ ಮಹಾನಗರ ಪಾಲಿಕೆ, ಹುಬ್ಬಳ್ಳಿ (476, 1854, 779, 1864)
lost-mobile: Mo.No: 7760741973 (419, 1469, 533, 1481)
cell-desc (678, 969, 1072, 1024)
ganapati-column-3: ಸಹಕರಿಸಿದರು. ಮಾಜಿ ಸಚಿವ ಹರತಾಳು ಹಾಲಪ್ಪ ಮತ್ತಿತರರು ವಾದ್ಯವೃಂದದ ತಾಳಕ್ಕೆ ನೃತ್ಯ ಮಾಡಿದರು. ಬಿಜೆಪಿ ಪ್ರಮುಖರು ಭಾಗಿ ಮಾಡಿದ ಮೂಲಕ ಮೆರವಣಿಗೆಯಲ್ಲಿ ಪಾಲ್ಗೊಂಡಿದ್ದರು. (1052, 577, 1258, 616)
sauharda-body: ಕರ್ನಾಟಕ ಸೌಹಾರ್ದ ಒಕ್ಕೂಟ ಸಹಕಾರಿ ನಿಯಮಿತದ 13ನೇ ವಾರ್ಷಿಕ ಸಾಮಾನ್ಯ ಸಭೆಯು ದಿನಾಂಕ 25 ಸೆಪ್ಟೆಂಬರ್ 2025, ಗುರುವಾರದಂದು ಮಧ್ಯಾಹ್ನ 12-30 ಗಂಟೆಗೆ ನಡೆಯಲಿದೆ. (13, 1284, 303, 1306)
cell-period: 3 ತಿಂಗಳು (1211, 1067, 1249, 1098)
lead-headline: ಜಿಲ್ಲೆಗೆ ನೀಡಿರುವ ಕೊಡುಗೆಯ ಶ್ವೇತಪತ್ರ ಹೊರಡಿಸಿ (190, 128, 1076, 192)
issue-date: 09 ಸೆಪ್ಟೆಂಬರ್ 2025 (1040, 43, 1141, 58)
cell-amount: 151.46 (1073, 969, 1145, 1024)
